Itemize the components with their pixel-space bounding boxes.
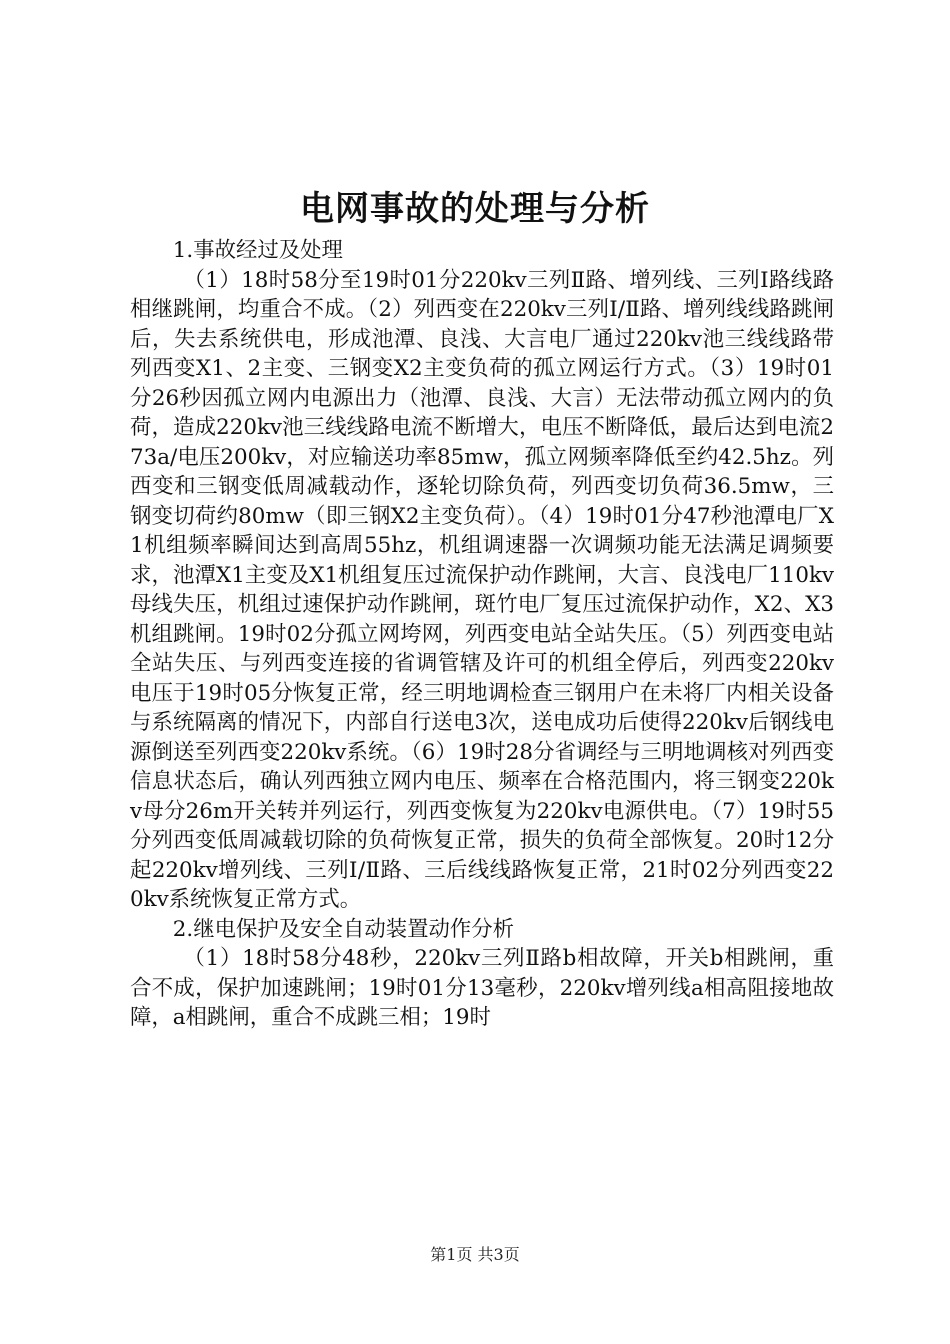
paragraph-accident-process: （1）18时58分至19时01分220kv三列Ⅱ路、增列线、三列Ⅰ路线路相继跳闸，均重合不成。（2）列西变在220kv三列Ⅰ/Ⅱ路、增列线线路跳闸后，失去系统供电，形成池潭、良浅、大言电厂通过220kv池三线线路带列西变X1、2主变、三钢变X2主变负荷的孤立网运行方式。（3）19时01分26秒因孤立网内电源出力（池潭、良浅、大言）无法带动孤立网内的负荷，造成220kv池三线线路电流不断增大，电压不断降低，最后达到电流273a/电压200kv，对应输送功率85mw，孤立网频率降低至约42.5hz。列西变和三钢变低周减载动作，逐轮切除负荷，列西变切负荷36.5mw，三钢变切荷约80mw（即三钢X2主变负荷）。（4）19时01分47秒池潭电厂X1机组频率瞬间达到高周55hz，机组调速器一次调频功能无法满足调频要求，池潭X1主变及X1机组复压过流保护动作跳闸，大言、良浅电厂110kv母线失压，机组过速保护动作跳闸，斑竹电厂复压过流保护动作，X2、X3机组跳闸。19时02分孤立网垮网，列西变电站全站失压。（5）列西变电站全站失压、与列西变连接的省调管辖及许可的机组全停后，列西变220kv电压于19时05分恢复正常，经三明地调检查三钢用户在未将厂内相关设备与系统隔离的情况下，内部自行送电3次，送电成功后使得220kv后钢线电源倒送至列西变220kv系统。（6）19时28分省调经与三明地调核对列西变信息状态后，确认列西独立网内电压、频率在合格范围内，将三钢变220kv母分26m开关转并列运行，列西变恢复为220kv电源供电。（7）19时55分列西变低周减载切除的负荷恢复正常，损失的负荷全部恢复。20时12分起220kv增列线、三列Ⅰ/Ⅱ路、三后线线路恢复正常，21时02分列西变220kv系统恢复正常方式。 xyxy=(130,267,834,912)
paragraph-protection-analysis: （1）18时58分48秒，220kv三列Ⅱ路b相故障，开关b相跳闸，重合不成，保护加速跳闸；19时01分13毫秒，220kv增列线a相高阻接地故障，a相跳闸，重合不成跳三相；19时 xyxy=(130,946,834,1030)
document-body xyxy=(130,236,834,1033)
section-heading-1: 1.事故经过及处理 xyxy=(172,238,343,263)
section-heading-2: 2.继电保护及安全自动装置动作分析 xyxy=(172,916,515,942)
page-title: 电网事故的处理与分析 xyxy=(300,189,650,229)
page-footer: 第1页 共3页 xyxy=(430,1245,520,1264)
